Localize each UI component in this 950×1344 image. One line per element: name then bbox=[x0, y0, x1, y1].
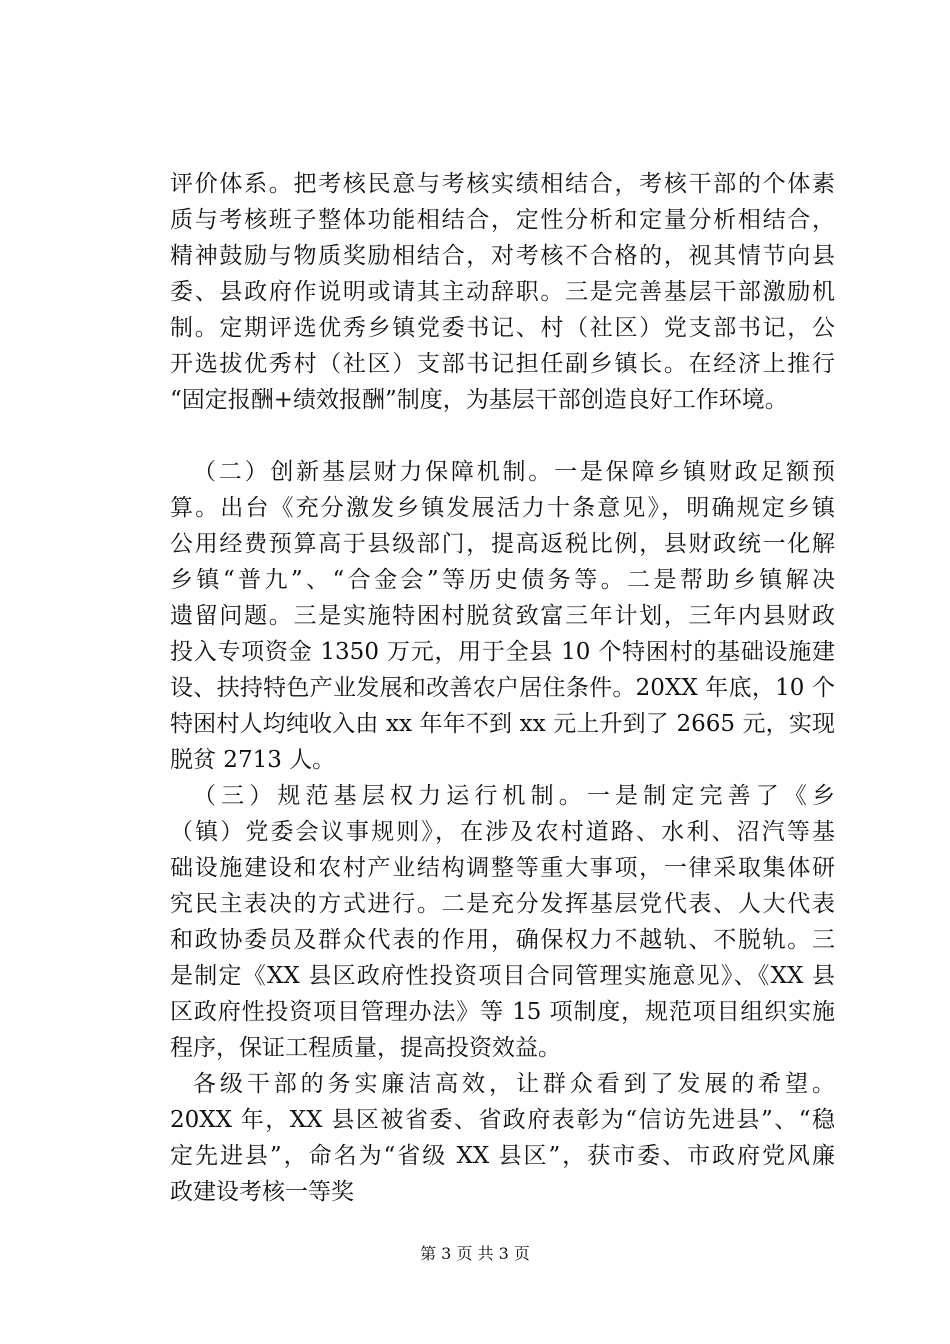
text-line: 各级干部的务实廉洁高效，让群众看到了发展的希望。 bbox=[193, 1071, 835, 1097]
text-line: 遗留问题。三是实施特困村脱贫致富三年计划，三年内县财政 bbox=[170, 603, 835, 629]
text-line: （二）创新基层财力保障机制。一是保障乡镇财政足额预 bbox=[193, 459, 835, 485]
text-line: 础设施建设和农村产业结构调整等重大事项，一律采取集体研 bbox=[170, 855, 835, 881]
text-line: 是制定《XX 县区政府性投资项目合同管理实施意见》、《XX 县 bbox=[170, 963, 835, 989]
paragraph-results bbox=[170, 1066, 835, 1210]
paragraph-finance bbox=[170, 454, 835, 778]
text-line: 究民主表决的方式进行。二是充分发挥基层党代表、人大代表 bbox=[170, 891, 835, 917]
text-line: 设、扶持特色产业发展和改善农户居住条件。20XX 年底，10 个 bbox=[170, 675, 835, 701]
text-line: 特困村人均纯收入由 xx 年年不到 xx 元上升到了 2665 元，实现 bbox=[170, 711, 835, 737]
page-footer bbox=[0, 1244, 950, 1264]
document-body bbox=[170, 166, 835, 1210]
text-line: 精神鼓励与物质奖励相结合，对考核不合格的，视其情节向县 bbox=[170, 243, 835, 269]
text-line: 投入专项资金 1350 万元，用于全县 10 个特困村的基础设施建 bbox=[170, 639, 835, 665]
text-line: 委、县政府作说明或请其主动辞职。三是完善基层干部激励机 bbox=[170, 279, 835, 305]
paragraph-spacer bbox=[170, 418, 835, 454]
text-line: 算。出台《充分激发乡镇发展活力十条意见》，明确规定乡镇 bbox=[170, 495, 835, 521]
text-line: 乡镇“普九”、“合金会”等历史债务等。二是帮助乡镇解决 bbox=[170, 567, 835, 593]
text-line: 政建设考核一等奖 bbox=[170, 1179, 354, 1205]
text-line: 和政协委员及群众代表的作用，确保权力不越轨、不脱轨。三 bbox=[170, 927, 835, 953]
text-line: 程序，保证工程质量，提高投资效益。 bbox=[170, 1035, 561, 1061]
page-number: 第 3 页 共 3 页 bbox=[420, 1244, 530, 1263]
text-line: 脱贫 2713 人。 bbox=[170, 747, 336, 773]
text-line: 质与考核班子整体功能相结合，定性分析和定量分析相结合， bbox=[170, 207, 835, 233]
text-line: 开选拔优秀村（社区）支部书记担任副乡镇长。在经济上推行 bbox=[170, 351, 835, 377]
text-line: 公用经费预算高于县级部门，提高返税比例，县财政统一化解 bbox=[170, 531, 835, 557]
text-line: 区政府性投资项目管理办法》等 15 项制度，规范项目组织实施 bbox=[170, 999, 835, 1025]
text-line: 制。定期评选优秀乡镇党委书记、村（社区）党支部书记，公 bbox=[170, 315, 835, 341]
text-line: 20XX 年，XX 县区被省委、省政府表彰为“信访先进县”、“稳 bbox=[170, 1107, 835, 1133]
text-line: 定先进县”，命名为“省级 XX 县区”，获市委、市政府党风廉 bbox=[170, 1143, 835, 1169]
text-line: 评价体系。把考核民意与考核实绩相结合，考核干部的个体素 bbox=[170, 171, 835, 197]
paragraph-power bbox=[170, 778, 835, 1066]
text-line: （镇）党委会议事规则》，在涉及农村道路、水利、沼汽等基 bbox=[170, 819, 835, 845]
text-line: （三）规范基层权力运行机制。一是制定完善了《乡 bbox=[193, 783, 835, 809]
text-line: “固定报酬+绩效报酬”制度，为基层干部创造良好工作环境。 bbox=[170, 387, 788, 413]
paragraph-evaluation bbox=[170, 166, 835, 418]
